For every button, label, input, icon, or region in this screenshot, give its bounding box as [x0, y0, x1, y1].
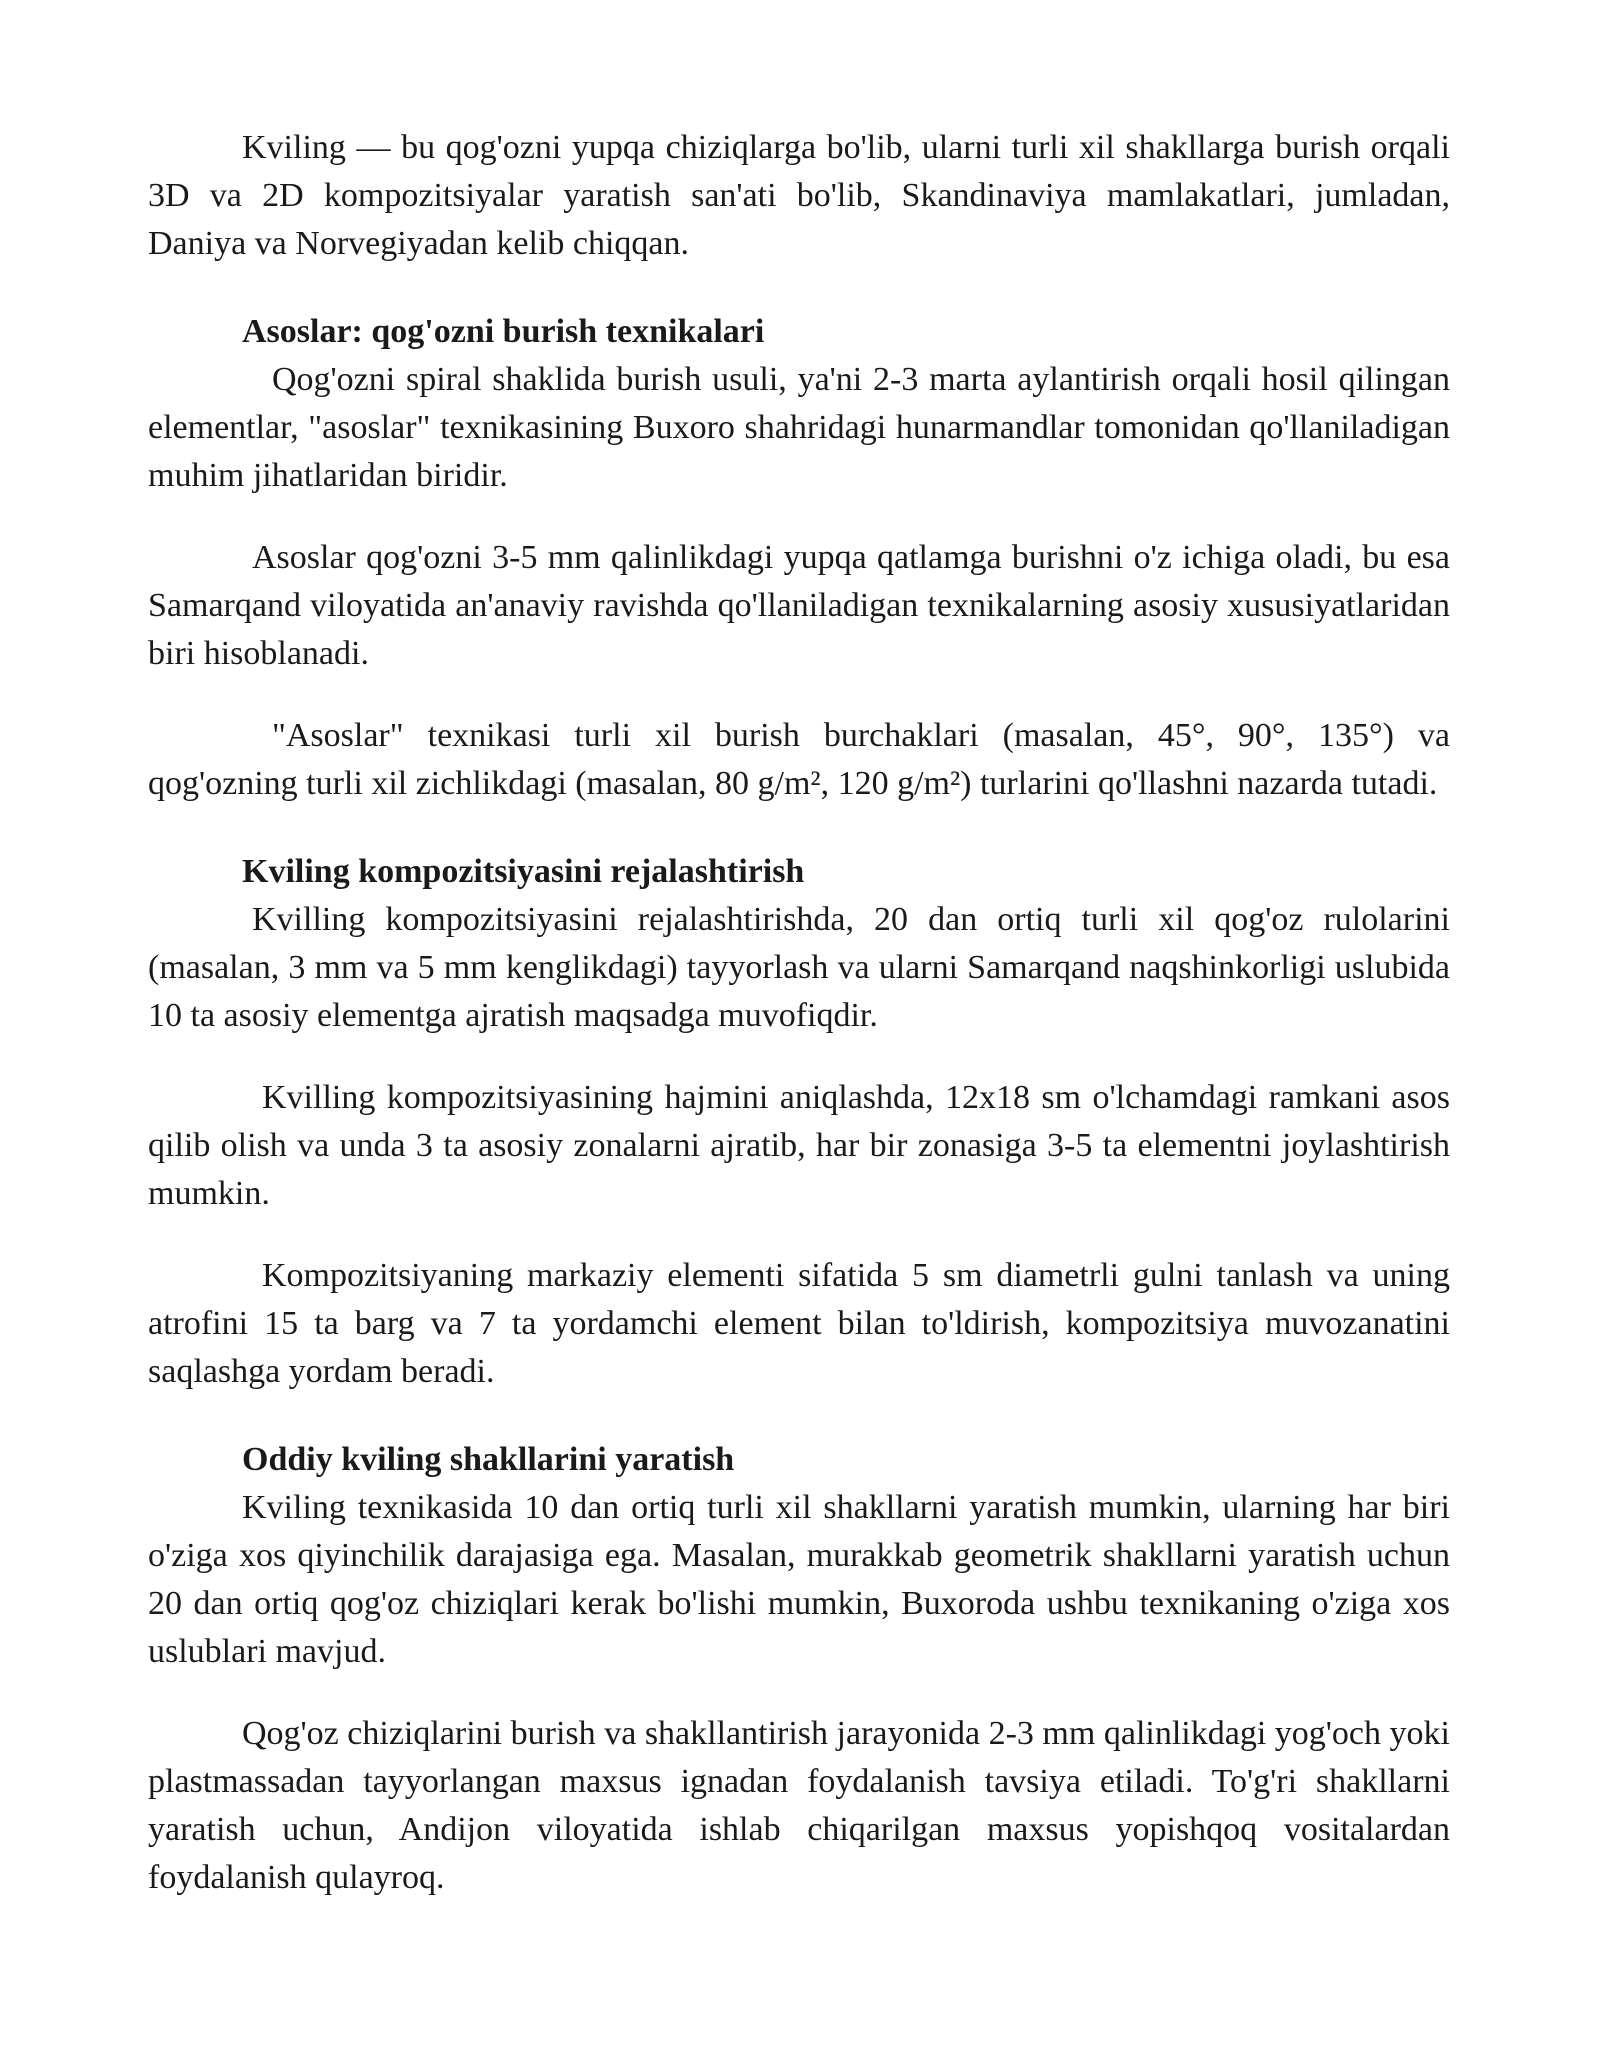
paragraph: Kviling texnikasida 10 dan ortiq turli xil shakllarni yaratish mumkin, ularning har biri o'ziga xos qiyinchilik darajasiga ega. Masalan, murakkab geometrik shakllarni yaratish uchun 20 dan ortiq qog'oz chiziqlari kerak bo'lishi mumkin, Buxoroda ushbu texnikaning o'ziga xos uslublari mavjud. [148, 1489, 1450, 1670]
paragraph: Kvilling kompozitsiyasini rejalashtirishda, 20 dan ortiq turli xil qog'oz rulolarini (masalan, 3 mm va 5 mm kenglikdagi) tayyorlash va ularni Samarqand naqshinkorligi uslubida 10 ta asosiy elementga ajratish maqsadga muvofiqdir. [148, 901, 1450, 1034]
section-heading: Oddiy kviling shakllarini yaratish [242, 1441, 735, 1478]
paragraph: Kompozitsiyaning markaziy elementi sifatida 5 sm diametrli gulni tanlash va uning atrofini 15 ta barg va 7 ta yordamchi element bilan to'ldirish, kompozitsiya muvozanatini saqlashga yordam beradi. [148, 1257, 1450, 1390]
paragraph: "Asoslar" texnikasi turli xil burish burchaklari (masalan, 45°, 90°, 135°) va qog'ozning turli xil zichlikdagi (masalan, 80 g/m², 120 g/m²) turlarini qo'llashni nazarda tutadi. [148, 717, 1450, 802]
paragraph: Qog'oz chiziqlarini burish va shakllantirish jarayonida 2-3 mm qalinlikdagi yog'och yoki plastmassadan tayyorlangan maxsus ignadan foydalanish tavsiya etiladi. To'g'ri shakllarni yaratish uchun, Andijon viloyatida ishlab chiqarilgan maxsus yopishqoq vositalardan foydalanish qulayroq. [148, 1715, 1450, 1896]
section-heading: Kviling kompozitsiyasini rejalashtirish [242, 853, 805, 890]
section-heading: Asoslar: qog'ozni burish texnikalari [242, 313, 765, 350]
document-page [148, 124, 1450, 1902]
section-asoslar [148, 308, 1450, 808]
section-rejalashtirish [148, 848, 1450, 1396]
paragraph: Kvilling kompozitsiyasining hajmini aniqlashda, 12x18 sm o'lchamdagi ramkani asos qilib olish va unda 3 ta asosiy zonalarni ajratib, har bir zonasiga 3-5 ta elementni joylashtirish mumkin. [148, 1079, 1450, 1212]
paragraph: Asoslar qog'ozni 3-5 mm qalinlikdagi yupqa qatlamga burishni o'z ichiga oladi, bu esa Samarqand viloyatida an'anaviy ravishda qo'llaniladigan texnikalarning asosiy xususiyatlaridan biri hisoblanadi. [148, 539, 1450, 672]
intro-paragraph: Kviling — bu qog'ozni yupqa chiziqlarga bo'lib, ularni turli xil shakllarga burish orqali 3D va 2D kompozitsiyalar yaratish san'ati bo'lib, Skandinaviya mamlakatlari, jumladan, Daniya va Norvegiyadan kelib chiqqan. [148, 129, 1450, 262]
section-shakllar [148, 1436, 1450, 1902]
paragraph: Qog'ozni spiral shaklida burish usuli, ya'ni 2-3 marta aylantirish orqali hosil qilingan elementlar, "asoslar" texnikasining Buxoro shahridagi hunarmandlar tomonidan qo'llaniladigan muhim jihatlaridan biridir. [148, 361, 1450, 494]
